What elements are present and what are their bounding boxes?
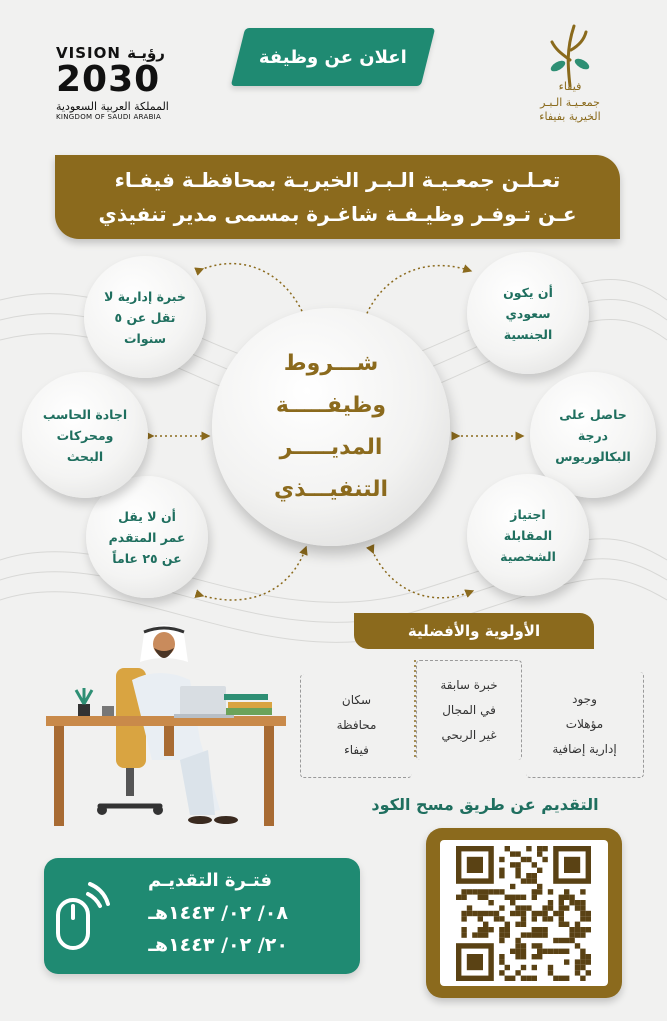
qr-module [510, 862, 515, 867]
qr-module [483, 932, 488, 937]
qr-module [575, 965, 580, 970]
qr-module [461, 916, 466, 921]
qr-module [499, 932, 504, 937]
qr-module [521, 922, 526, 927]
qr-module [488, 911, 493, 916]
qr-module [575, 970, 580, 975]
condition-age-text: أن لا يقل عمر المتقدم عن ٢٥ عاماً [108, 508, 186, 566]
priority-heading [354, 613, 594, 649]
qr-module [499, 868, 504, 873]
qr-module [499, 916, 504, 921]
qr-module [521, 932, 526, 937]
qr-module [505, 976, 510, 981]
qr-module [564, 938, 569, 943]
qr-module [488, 900, 493, 905]
qr-module [542, 927, 547, 932]
qr-module [505, 932, 510, 937]
qr-module [521, 911, 526, 916]
qr-module [575, 927, 580, 932]
qr-module [526, 905, 531, 910]
qr-module [499, 959, 504, 964]
qr-module [542, 949, 547, 954]
qr-module [559, 905, 564, 910]
qr-module [586, 959, 591, 964]
condition-admin-experience [84, 256, 206, 378]
qr-module [510, 851, 515, 856]
qr-module [580, 900, 585, 905]
qr-module [580, 905, 585, 910]
qr-module [483, 911, 488, 916]
qr-module [564, 889, 569, 894]
qr-module [515, 851, 520, 856]
priority-item-text: سكان محافظة فيفاء [336, 693, 377, 757]
qr-module [521, 965, 526, 970]
qr-module [559, 922, 564, 927]
qr-module [499, 970, 504, 975]
charity-name-line2: الخيرية بفيفاء [539, 110, 601, 123]
qr-module [461, 889, 466, 894]
qr-module [488, 927, 493, 932]
qr-module [478, 916, 483, 921]
period-end-date: ٢٠/ ٠٢/ ١٤٤٣هـ [148, 934, 288, 956]
qr-module [532, 943, 537, 948]
qr-module [580, 916, 585, 921]
qr-module [569, 927, 574, 932]
qr-module [478, 911, 483, 916]
qr-module [515, 862, 520, 867]
qr-module [526, 873, 531, 878]
qr-module [586, 970, 591, 975]
qr-module [532, 916, 537, 921]
qr-module [580, 911, 585, 916]
qr-module [569, 938, 574, 943]
condition-computer-text: اجادة الحاسب ومحركات البحث [42, 406, 128, 464]
qr-module [515, 873, 520, 878]
qr-module [521, 857, 526, 862]
qr-module [515, 905, 520, 910]
qr-module [537, 954, 542, 959]
qr-module [494, 889, 499, 894]
qr-module [526, 878, 531, 883]
qr-module [483, 922, 488, 927]
qr-module [521, 954, 526, 959]
condition-saudi-text: أن يكون سعودي الجنسية [503, 284, 553, 342]
qr-module [580, 965, 585, 970]
priority-item-faifa-residents [300, 674, 412, 778]
qr-module [575, 959, 580, 964]
qr-module [548, 965, 553, 970]
vision-title: VISION رؤيـة [56, 44, 165, 62]
condition-bachelor-text: حاصل على درجة البكالوريوس [555, 406, 631, 464]
banner-line-1: تعـلـن جمعـيـة الـبـر الخيريـة بمحافظـة فيفـاء [114, 168, 561, 192]
qr-module [569, 932, 574, 937]
qr-module [569, 900, 574, 905]
qr-module [542, 916, 547, 921]
qr-module [499, 905, 504, 910]
priority-item-nonprofit-experience [416, 660, 522, 760]
qr-module [467, 911, 472, 916]
qr-module [537, 927, 542, 932]
qr-module [580, 976, 585, 981]
qr-module [499, 954, 504, 959]
priority-item-qualifications [526, 672, 644, 778]
qr-module [580, 959, 585, 964]
qr-module [505, 965, 510, 970]
qr-module [559, 938, 564, 943]
period-start-date: ٠٨/ ٠٢/ ١٤٤٣هـ [148, 902, 288, 924]
apply-instruction: التقديم عن طريق مسح الكود [371, 795, 599, 814]
qr-module [532, 873, 537, 878]
qr-module [515, 922, 520, 927]
qr-module [575, 922, 580, 927]
qr-module [505, 922, 510, 927]
job-announcement-label: اعلان عن وظيفة [259, 46, 407, 68]
qr-code-frame[interactable] [426, 828, 622, 998]
qr-module [478, 889, 483, 894]
qr-module [537, 911, 542, 916]
qr-module [532, 927, 537, 932]
center-title: شـــروط وظيفـــــة المديـــــر التنفيـــذي [274, 351, 389, 502]
qr-module [532, 954, 537, 959]
vision-english-name: KINGDOM OF SAUDI ARABIA [56, 113, 162, 121]
vision-arabic-name: المملكة العربية السعودية [56, 100, 169, 113]
application-period-box [44, 858, 360, 974]
qr-module [586, 916, 591, 921]
qr-module [510, 911, 515, 916]
qr-module [521, 949, 526, 954]
qr-module [542, 857, 547, 862]
qr-module [499, 873, 504, 878]
qr-module [548, 916, 553, 921]
qr-module [559, 900, 564, 905]
qr-module [537, 943, 542, 948]
qr-module [510, 884, 515, 889]
qr-finder-pattern [564, 857, 580, 873]
qr-module [472, 932, 477, 937]
qr-module [542, 846, 547, 851]
center-title-circle [212, 308, 450, 546]
qr-module [515, 911, 520, 916]
charity-mark-text: فيفاء [558, 80, 582, 92]
condition-interview-text: اجتياز المقابلة الشخصية [500, 506, 556, 564]
banner-line-2: عـن تـوفـر وظيـفـة شاغـرة بمسمى مدير تنفيذي [98, 202, 577, 226]
qr-module [580, 889, 585, 894]
qr-module [564, 959, 569, 964]
qr-module [532, 976, 537, 981]
qr-module [580, 927, 585, 932]
qr-module [472, 911, 477, 916]
qr-module [510, 949, 515, 954]
qr-module [553, 949, 558, 954]
qr-module [515, 895, 520, 900]
qr-module [521, 878, 526, 883]
qr-module [553, 911, 558, 916]
qr-module [548, 949, 553, 954]
qr-module [532, 911, 537, 916]
qr-module [537, 868, 542, 873]
qr-module [559, 911, 564, 916]
priority-title: الأولوية والأفضلية [407, 622, 541, 640]
qr-module [537, 889, 542, 894]
qr-module [575, 900, 580, 905]
qr-module [542, 911, 547, 916]
qr-module [515, 970, 520, 975]
vision-year: 2030 [56, 59, 161, 100]
qr-module [526, 857, 531, 862]
qr-module [510, 895, 515, 900]
qr-module [564, 922, 569, 927]
qr-module [488, 889, 493, 894]
qr-module [537, 851, 542, 856]
qr-module [483, 889, 488, 894]
qr-module [532, 889, 537, 894]
qr-module [461, 927, 466, 932]
qr-module [521, 905, 526, 910]
qr-module [532, 965, 537, 970]
qr-module [505, 895, 510, 900]
qr-module [461, 895, 466, 900]
qr-module [478, 895, 483, 900]
qr-module [499, 927, 504, 932]
qr-module [537, 949, 542, 954]
qr-module [537, 846, 542, 851]
qr-module [521, 943, 526, 948]
qr-module [580, 954, 585, 959]
qr-module [515, 868, 520, 873]
qr-module [575, 905, 580, 910]
qr-module [559, 916, 564, 921]
qr-module [580, 932, 585, 937]
qr-module [515, 954, 520, 959]
condition-interview [467, 474, 589, 596]
qr-module [505, 927, 510, 932]
qr-module [467, 889, 472, 894]
man-at-desk-illustration [40, 610, 300, 835]
priority-item-text: وجود مؤهلات إدارية إضافية [552, 692, 617, 756]
qr-module [586, 911, 591, 916]
qr-module [505, 846, 510, 851]
period-title: فتـرة التقديـم [147, 870, 272, 891]
condition-computer-skills [22, 372, 148, 498]
qr-module [553, 938, 558, 943]
qr-module [559, 976, 564, 981]
qr-module [548, 905, 553, 910]
qr-module [564, 976, 569, 981]
qr-module [542, 905, 547, 910]
qr-module [499, 857, 504, 862]
qr-module [521, 895, 526, 900]
qr-module [575, 943, 580, 948]
qr-module [483, 895, 488, 900]
qr-module [564, 949, 569, 954]
qr-module [575, 932, 580, 937]
qr-module [515, 938, 520, 943]
qr-module [494, 911, 499, 916]
qr-code-background [440, 840, 608, 986]
qr-module [478, 927, 483, 932]
qr-module [478, 932, 483, 937]
qr-module [521, 916, 526, 921]
qr-module [548, 889, 553, 894]
charity-name-line1: جمعـيـة الـبـر [540, 96, 600, 109]
qr-module [510, 976, 515, 981]
qr-module [586, 927, 591, 932]
qr-module [548, 900, 553, 905]
qr-module [461, 932, 466, 937]
qr-module [532, 862, 537, 867]
qr-module [472, 889, 477, 894]
qr-module [559, 949, 564, 954]
condition-experience-text: خبرة إدارية لا تقل عن ٥ سنوات [104, 288, 186, 346]
qr-module [580, 949, 585, 954]
condition-saudi-nationality [467, 252, 589, 374]
qr-module [467, 905, 472, 910]
qr-module [461, 911, 466, 916]
qr-module [532, 878, 537, 883]
qr-module [526, 976, 531, 981]
priority-item-text: خبرة سابقة في المجال غير الربحي [440, 678, 498, 742]
qr-code-icon[interactable] [440, 840, 608, 986]
qr-module [499, 889, 504, 894]
qr-module [548, 970, 553, 975]
qr-module [515, 943, 520, 948]
qr-module [537, 884, 542, 889]
qr-module [537, 932, 542, 937]
mouse-icon [50, 880, 110, 960]
qr-module [526, 932, 531, 937]
qr-module [559, 895, 564, 900]
qr-module [526, 846, 531, 851]
qr-module [564, 905, 569, 910]
qr-module [499, 938, 504, 943]
qr-module [510, 900, 515, 905]
qr-module [515, 949, 520, 954]
qr-module [542, 932, 547, 937]
qr-module [456, 895, 461, 900]
qr-module [586, 954, 591, 959]
qr-module [532, 932, 537, 937]
qr-module [553, 976, 558, 981]
qr-module [532, 895, 537, 900]
qr-module [483, 927, 488, 932]
qr-module [569, 895, 574, 900]
qr-finder-pattern [467, 954, 483, 970]
qr-module [564, 895, 569, 900]
qr-module [521, 976, 526, 981]
qr-module [494, 916, 499, 921]
qr-finder-pattern [467, 857, 483, 873]
